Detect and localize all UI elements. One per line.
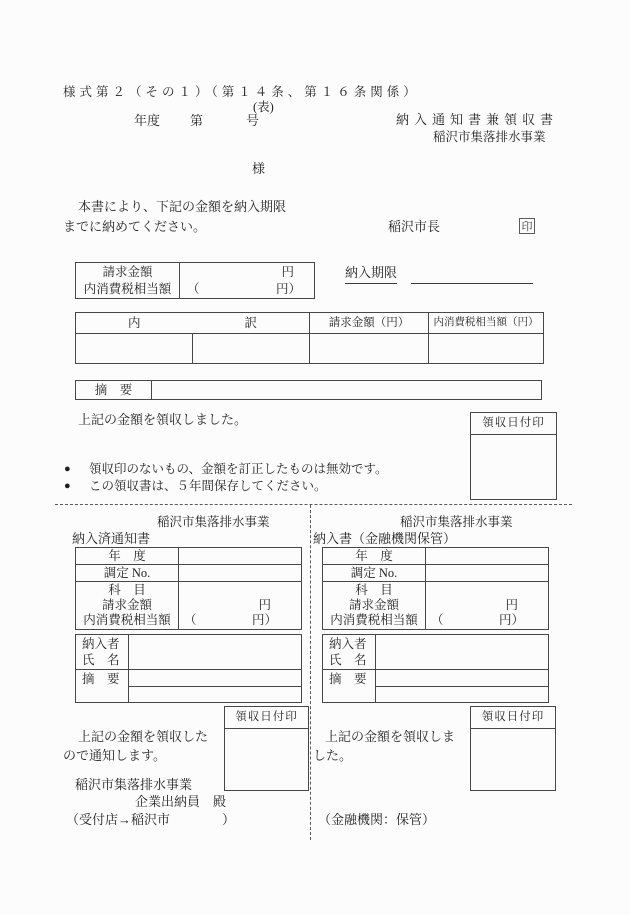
left-statement-line2: ので通知します。 bbox=[63, 748, 166, 763]
left-summary-row bbox=[76, 670, 301, 702]
right-payer-value-cell bbox=[376, 635, 548, 669]
left-payer-label bbox=[76, 635, 129, 669]
right-summary-label-cell bbox=[323, 670, 376, 702]
right-slip-payer-table bbox=[322, 634, 549, 703]
left-year-label: 年 度 bbox=[76, 548, 179, 564]
breakdown-body-row bbox=[76, 334, 543, 363]
right-summary-value-cell-2 bbox=[376, 687, 548, 702]
breakdown-header-row bbox=[76, 313, 543, 334]
right-receipt-stamp-area bbox=[471, 729, 555, 790]
right-billed-amount-value-cell bbox=[426, 598, 548, 613]
cut-line-vertical bbox=[310, 505, 311, 840]
receipt-stamp-label: 領収日付印 bbox=[471, 413, 556, 435]
note-row-1 bbox=[64, 461, 388, 478]
document-title: 納入通知書兼領収書 bbox=[396, 112, 559, 127]
right-slip-info-table bbox=[322, 547, 549, 630]
mayor-seal-icon bbox=[519, 218, 535, 234]
right-amount-labels bbox=[323, 582, 426, 629]
bullet-icon: ● bbox=[64, 480, 71, 492]
tax-column-header: 内消費税相当額（円） bbox=[428, 313, 543, 333]
left-receipt-stamp-area bbox=[225, 729, 308, 790]
left-yen-unit: 円 bbox=[258, 598, 271, 612]
summary-row bbox=[75, 380, 542, 400]
left-payer-value-cell bbox=[129, 635, 301, 669]
left-slip-info-table bbox=[75, 547, 302, 630]
billed-amount-column-header: 請求金額（円） bbox=[309, 313, 428, 333]
right-statement-line2: した。 bbox=[313, 748, 353, 763]
header-organization: 稲沢市集落排水事業 bbox=[433, 130, 546, 144]
right-summary-values bbox=[376, 670, 548, 702]
left-footer-note: （受付店→稲沢市 ） bbox=[66, 812, 236, 827]
note-row-2 bbox=[64, 478, 327, 495]
left-year-row bbox=[76, 548, 301, 565]
right-payer-label bbox=[323, 635, 376, 669]
breakdown-item-cell-2 bbox=[192, 334, 309, 363]
receipt-stamp-box bbox=[470, 412, 557, 500]
left-year-value-cell bbox=[179, 548, 301, 564]
right-category-value-cell bbox=[426, 583, 548, 598]
left-payer-label-line1: 納入者 bbox=[82, 637, 120, 651]
right-tax-value-cell bbox=[426, 613, 548, 628]
right-assessment-row bbox=[323, 565, 548, 582]
note-text-2: この領収書は、５年間保存してください。 bbox=[89, 479, 327, 493]
billed-amount-value-cell bbox=[180, 264, 314, 281]
right-amount-row bbox=[323, 582, 548, 629]
due-date-label: 納入期限 bbox=[345, 265, 397, 284]
left-payer-row bbox=[76, 635, 301, 670]
summary-label: 摘 要 bbox=[76, 381, 152, 399]
left-assessment-no-value-cell bbox=[179, 565, 301, 581]
fiscal-year-label: 年度 bbox=[134, 113, 161, 128]
breakdown-tax-cell bbox=[428, 334, 543, 363]
left-amount-labels bbox=[76, 582, 179, 629]
left-tax-yen-unit: 円） bbox=[251, 613, 277, 627]
right-receipt-stamp-box bbox=[470, 706, 556, 791]
left-billed-amount-value-cell bbox=[179, 598, 301, 613]
right-summary-row bbox=[323, 670, 548, 702]
left-addressee-org: 稲沢市集落排水事業 bbox=[75, 777, 193, 792]
right-payer-label-line1: 納入者 bbox=[329, 637, 367, 651]
left-summary-value-cell-2 bbox=[129, 687, 301, 702]
yen-unit: 円 bbox=[281, 264, 294, 279]
receipt-statement: 上記の金額を領収しました。 bbox=[78, 412, 248, 427]
receipt-stamp-area bbox=[471, 435, 556, 499]
right-tax-paren-open: （ bbox=[431, 613, 444, 627]
bullet-icon: ● bbox=[64, 463, 71, 475]
tax-amount-label: 内消費税相当額 bbox=[83, 281, 172, 296]
right-summary-value-cell-1 bbox=[376, 670, 548, 687]
number-suffix-label: 号 bbox=[246, 113, 260, 128]
right-payer-row bbox=[323, 635, 548, 670]
summary-value-cell bbox=[152, 381, 541, 399]
tax-yen-unit: 円） bbox=[275, 281, 301, 296]
left-slip-organization: 稲沢市集落排水事業 bbox=[157, 515, 270, 529]
left-summary-label-cell bbox=[76, 670, 129, 702]
left-amount-row bbox=[76, 582, 301, 629]
due-date-blank-line bbox=[411, 267, 533, 284]
breakdown-char-2: 訳 bbox=[244, 315, 257, 330]
number-prefix-label: 第 bbox=[190, 113, 204, 128]
instruction-line1: 本書により、下記の金額を納入期限 bbox=[78, 199, 287, 214]
right-category-label: 科 目 bbox=[355, 583, 393, 597]
form-number: 様式第２（その１）（第１４条、第１６条関係） bbox=[63, 85, 420, 99]
breakdown-column-header bbox=[76, 313, 309, 333]
left-assessment-row bbox=[76, 565, 301, 582]
left-receipt-stamp-box bbox=[224, 706, 309, 791]
breakdown-item-cell-1 bbox=[76, 334, 192, 363]
left-billed-amount-label: 請求金額 bbox=[101, 598, 152, 612]
left-summary-value-cell-1 bbox=[129, 670, 301, 687]
right-slip-organization: 稲沢市集落排水事業 bbox=[400, 515, 513, 529]
left-slip-payer-table bbox=[75, 634, 302, 703]
left-tax-label: 内消費税相当額 bbox=[83, 613, 171, 627]
tax-amount-value-cell bbox=[180, 281, 314, 298]
right-amount-values bbox=[426, 582, 548, 629]
right-year-value-cell bbox=[426, 548, 548, 564]
right-statement-line1: 上記の金額を領収しま bbox=[325, 729, 456, 744]
amount-summary-box bbox=[75, 262, 315, 299]
billed-amount-label: 請求金額 bbox=[102, 264, 153, 279]
cut-line-horizontal bbox=[55, 504, 572, 505]
right-assessment-no-value-cell bbox=[426, 565, 548, 581]
mayor-label: 稲沢市長 bbox=[388, 219, 441, 234]
addressee-honorific: 様 bbox=[252, 161, 266, 176]
left-slip-title: 納入済通知書 bbox=[72, 531, 151, 546]
left-category-value-cell bbox=[179, 583, 301, 598]
breakdown-amount-cell bbox=[309, 334, 428, 363]
left-amount-values bbox=[179, 582, 301, 629]
seal-character: 印 bbox=[521, 221, 533, 233]
right-tax-yen-unit: 円） bbox=[498, 613, 524, 627]
right-year-row bbox=[323, 548, 548, 565]
right-summary-label: 摘 要 bbox=[329, 672, 367, 686]
instruction-line2: までに納めてください。 bbox=[63, 219, 207, 234]
tax-paren-open: （ bbox=[187, 281, 200, 296]
amount-summary-values bbox=[180, 263, 314, 298]
left-assessment-no-label: 調定 No. bbox=[76, 565, 179, 581]
right-payer-label-line2: 氏 名 bbox=[329, 653, 367, 667]
side-label: (表) bbox=[253, 100, 274, 114]
left-summary-label: 摘 要 bbox=[82, 672, 120, 686]
left-addressee-title: 企業出納員 殿 bbox=[135, 794, 227, 809]
due-date-field bbox=[345, 265, 533, 284]
breakdown-char-1: 内 bbox=[127, 315, 141, 330]
right-yen-unit: 円 bbox=[505, 598, 518, 612]
right-slip-title: 納入書（金融機関保管） bbox=[313, 531, 457, 546]
left-tax-paren-open: （ bbox=[184, 613, 197, 627]
right-billed-amount-label: 請求金額 bbox=[348, 598, 399, 612]
left-summary-values bbox=[129, 670, 301, 702]
right-receipt-stamp-label: 領収日付印 bbox=[471, 707, 555, 729]
left-statement-line1: 上記の金額を領収した bbox=[78, 729, 209, 744]
right-assessment-no-label: 調定 No. bbox=[323, 565, 426, 581]
note-text-1: 領収印のないもの、金額を訂正したものは無効です。 bbox=[89, 462, 388, 476]
right-footer-note: （金融機関：保管） bbox=[318, 812, 436, 827]
right-year-label: 年 度 bbox=[323, 548, 426, 564]
left-receipt-stamp-label: 領収日付印 bbox=[225, 707, 308, 729]
breakdown-table bbox=[75, 312, 544, 364]
left-payer-label-line2: 氏 名 bbox=[82, 653, 120, 667]
left-category-label: 科 目 bbox=[108, 583, 146, 597]
amount-summary-labels bbox=[76, 263, 180, 298]
right-tax-label: 内消費税相当額 bbox=[330, 613, 418, 627]
left-tax-value-cell bbox=[179, 613, 301, 628]
